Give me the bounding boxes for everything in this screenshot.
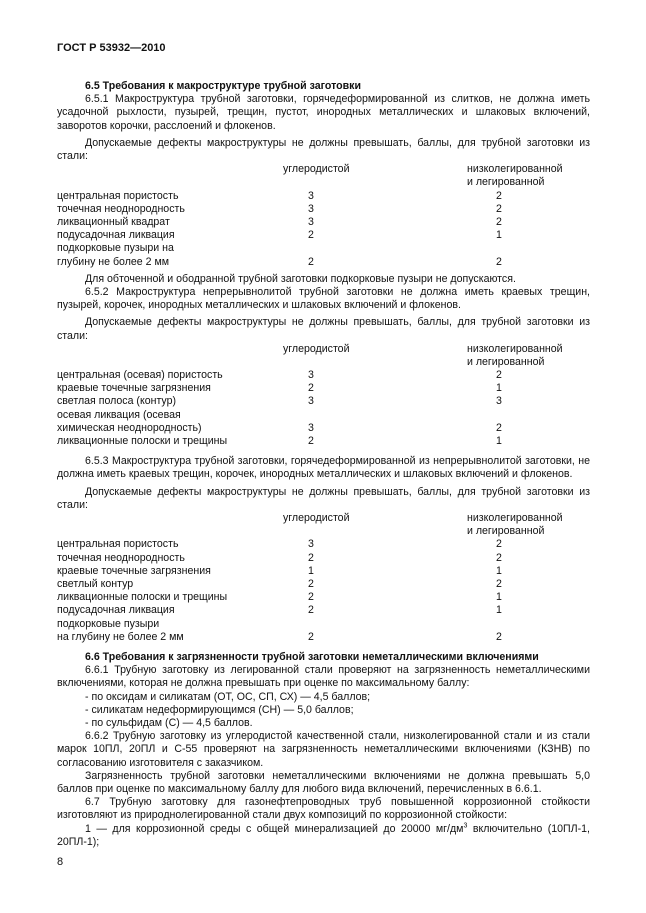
- paragraph-6-7-item-1: 1 — для коррозионной среды с общей минерализацией до 20000 $мг/дм^3$ включительно (10ПЛ-1, 20ПЛ-1);: [57, 822, 590, 848]
- paragraph-6-5-1: 6.5.1 Макроструктура трубной заготовки, горячедеформированной из слитков, не должна иметь усадочной рыхлости, пузырей, трещин, пустот, инородных металлических и шлаковых включений, заворотов корочки, расслоений и флокенов.: [57, 93, 590, 132]
- document-header: ГОСТ Р 53932—2010: [57, 42, 166, 54]
- table-row: подкорковые пузыри на: [57, 242, 174, 255]
- table-row: точечная неоднородность 3 2: [57, 202, 502, 215]
- table-row: подусадочная ликвация 2 1: [57, 604, 502, 617]
- paragraph-6-6-2: 6.6.2 Трубную заготовку из углеродистой качественной стали, низколегированной стали и из стали марок 10ПЛ, 20ПЛ и С-55 проверяют на загрязненность неметаллическими включениями (КЗНВ) по согласованию изготовителя с заказчиком.: [57, 730, 590, 769]
- table-row: на глубину не более 2 мм 2 2: [57, 630, 502, 643]
- table-row: химическая неоднородность) 3 2: [57, 421, 502, 434]
- table-row: ликвационные полоски и трещины 2 1: [57, 591, 502, 604]
- col-header-alloy-2: и легированной: [467, 176, 545, 189]
- table3-intro: Допускаемые дефекты макроструктуры не должны превышать, баллы, для трубной заготовки из стали:: [57, 485, 590, 511]
- table-row: глубину не более 2 мм 2 2: [57, 255, 502, 268]
- table1-intro: Допускаемые дефекты макроструктуры не должны превышать, баллы, для трубной заготовки из стали:: [57, 136, 590, 163]
- page-content: [57, 80, 590, 849]
- table-row: центральная пористость 3 2: [57, 189, 502, 202]
- table-row: светлая полоса (контур) 3 3: [57, 395, 502, 408]
- defects-table-1: [57, 163, 590, 269]
- list-item: - по сульфидам (С) — 4,5 баллов.: [85, 716, 253, 729]
- table-row: осевая ликвация (осевая: [57, 408, 181, 421]
- paragraph-6-6-2-b: Загрязненность трубной заготовки неметаллическими включениями не должна превышать 5,0 баллов при оценке по максимальному баллу для любого вида включений, перечисленных в 6.6.1.: [57, 769, 590, 795]
- table-row: центральная (осевая) пористость 3 2: [57, 369, 502, 382]
- col-header-alloy-1: низколегированной: [467, 163, 563, 176]
- page-number: 8: [57, 856, 64, 868]
- table-row: краевые точечные загрязнения 2 1: [57, 382, 502, 395]
- section-6-5-heading: 6.5 Требования к макроструктуре трубной заготовки: [85, 80, 361, 92]
- col-header-carbon: углеродистой: [283, 163, 350, 176]
- paragraph-6-7: 6.7 Трубную заготовку для газонефтепроводных труб повышенной коррозионной стойкости изготовляют из природнолегированной стали двух композиций по коррозионной стойкости:: [57, 796, 590, 822]
- table-row: краевые точечные загрязнения 1 1: [57, 564, 502, 577]
- table-row: ликвационный квадрат 3 2: [57, 215, 502, 228]
- list-item: - силикатам недеформирующимся (СН) — 5,0 баллов;: [85, 703, 354, 716]
- table-row: точечная неоднородность 2 2: [57, 551, 502, 564]
- section-6-6-heading: 6.6 Требования к загрязненности трубной заготовки неметаллическими включениями: [85, 650, 539, 663]
- defects-table-2: углеродистой низколегированной и легированной центральная (осевая) пористость 3 2 краевые точечные загрязнения 2 1 светлая полоса (контур) 3 3 осевая ликвация (осевая химическая неоднородность) 3 2 ликвационные полоски и трещины 2 1: [57, 343, 590, 449]
- table-row: центральная пористость 3 2: [57, 538, 502, 551]
- table-row: подусадочная ликвация 2 1: [57, 229, 502, 242]
- table-row: ликвационные полоски и трещины 2 1: [57, 435, 502, 448]
- table-row: светлый контур 2 2: [57, 577, 502, 590]
- paragraph-6-6-1: 6.6.1 Трубную заготовку из легированной стали проверяют на загрязненность неметаллическими включениями, которая не должна превышать при оценке по максимальному баллу:: [57, 664, 590, 690]
- paragraph-6-5-2: 6.5.2 Макроструктура непрерывнолитой трубной заготовки не должна иметь краевых трещин, пузырей, корочек, инородных металлических и шлаковых включений и флокенов.: [57, 285, 590, 312]
- defects-table-3: углеродистой низколегированной и легированной центральная пористость 3 2 точечная неоднородность 2 2 краевые точечные загрязнения 1 1 светлый контур 2 2 ликвационные полоски и трещины 2 1 подусадочная ликвация 2 1 подкорковые пузыри на глубину не более 2 мм 2 2: [57, 512, 590, 644]
- list-item: - по оксидам и силикатам (ОТ, ОС, СП, СХ) — 4,5 баллов;: [85, 690, 371, 703]
- table2-intro: Допускаемые дефекты макроструктуры не должны превышать, баллы, для трубной заготовки из стали:: [57, 316, 590, 342]
- paragraph-6-5-3: 6.5.3 Макроструктура трубной заготовки, горячедеформированной из непрерывнолитой заготовки, не должна иметь краевых трещин, корочек, инородных металлических и шлаковых включений и флокенов.: [57, 455, 590, 481]
- table-row: подкорковые пузыри: [57, 617, 160, 630]
- note-turned-billet: Для обточенной и ободранной трубной заготовки подкорковые пузыри не допускаются.: [85, 272, 516, 285]
